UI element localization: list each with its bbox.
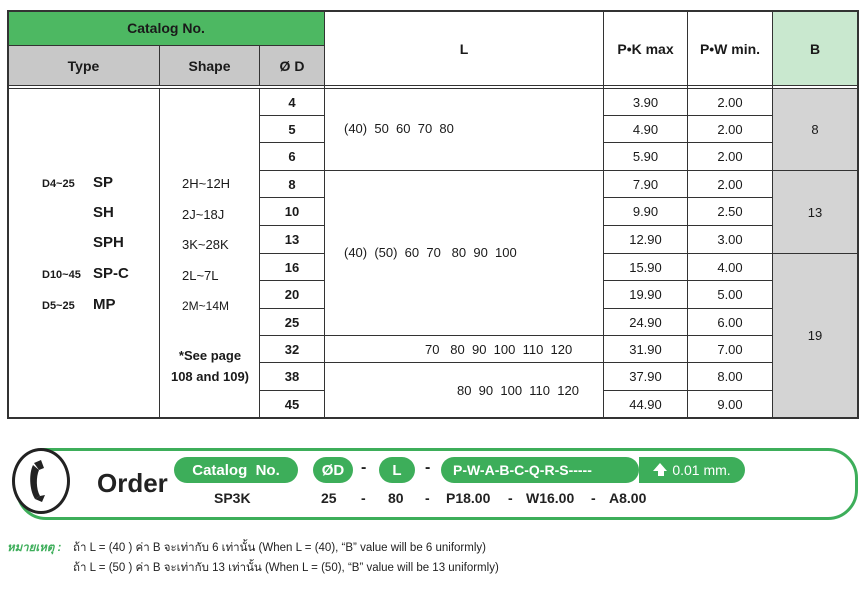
pk-cell: 9.90 [632, 204, 659, 219]
example-a: A8.00 [609, 490, 647, 506]
pk-cell: 37.90 [629, 369, 662, 384]
up-arrow-stem [658, 470, 664, 476]
pw-cell: 7.00 [717, 341, 743, 357]
od-cell: 13 [284, 232, 300, 247]
type-header: Type [67, 57, 100, 74]
pwabcqrs-pill: P-W-A-B-C-Q-R-S----- [441, 457, 639, 483]
pw-cell: 4.00 [717, 259, 743, 275]
l-group-1: (40) 50 60 70 80 [344, 121, 454, 136]
l-header: L [459, 40, 469, 57]
pw-cell: 2.00 [717, 176, 743, 192]
type-row-sh [8, 203, 159, 225]
shape-value: 2H~12H [182, 176, 231, 191]
type-prefix: D5~25 [42, 300, 75, 312]
type-prefix: D4~25 [42, 178, 75, 190]
od-cell: 38 [284, 369, 300, 384]
od-cell: 16 [284, 259, 300, 275]
example-p: P18.00 [446, 490, 491, 506]
type-row-sp-c [8, 264, 159, 286]
l-group-4: 80 90 100 110 120 [457, 383, 579, 398]
shape-value: 3K~28K [182, 237, 229, 252]
example-w: W16.00 [526, 490, 575, 506]
pk-cell: 24.90 [629, 314, 662, 330]
notes-label: หมายเหตุ : [7, 542, 62, 554]
pk-max-header: P•K max [617, 40, 674, 57]
l-group-2: (40) (50) 60 70 80 90 100 [344, 245, 517, 260]
tolerance-value: 0.01 mm. [672, 462, 731, 478]
type-name: SP [93, 174, 114, 191]
type-name: SPH [93, 234, 124, 251]
pw-cell: 9.00 [717, 396, 743, 412]
od-cell: 5 [288, 121, 296, 137]
pk-cell: 4.90 [632, 121, 659, 137]
dash: - [361, 459, 367, 476]
pk-cell: 15.90 [629, 259, 662, 275]
pk-cell: 19.90 [629, 287, 662, 302]
phone-icon [12, 448, 70, 514]
pk-cell: 44.90 [629, 396, 662, 412]
b-value-1: 8 [811, 122, 819, 137]
example-l: 80 [388, 490, 404, 506]
b-value-3: 19 [807, 328, 823, 343]
l-pill: L [379, 457, 415, 483]
dash: - [361, 490, 366, 506]
od-pill: ØD [313, 457, 353, 483]
pw-cell: 6.00 [717, 314, 743, 330]
type-prefix: D10~45 [42, 269, 81, 281]
example-od: 25 [321, 490, 337, 506]
pw-cell: 3.00 [717, 232, 743, 247]
od-cell: 32 [284, 341, 300, 357]
example-catalog: SP3K [214, 490, 251, 506]
b-value-2: 13 [807, 204, 823, 220]
pw-cell: 2.00 [717, 94, 743, 110]
od-cell: 4 [288, 94, 296, 110]
pw-cell: 8.00 [717, 369, 743, 384]
shape-value: 2L~7L [182, 268, 219, 283]
tolerance-pill [639, 457, 745, 483]
pw-cell: 5.00 [717, 287, 743, 302]
note-line-2: ถ้า L = (50 ) ค่า B จะเท่ากับ 13 เท่านั้น (When L = (50), “B” value will be 13 uniformly) [73, 562, 499, 574]
shape-value: 2M~14M [182, 299, 230, 313]
pk-cell: 5.90 [632, 149, 659, 164]
type-name: SP-C [93, 265, 129, 282]
type-row-sph [8, 233, 159, 255]
pk-cell: 31.90 [629, 341, 662, 357]
shape-header: Shape [188, 57, 231, 74]
dash: - [425, 459, 431, 476]
pk-cell: 3.90 [632, 94, 659, 110]
type-name: SH [93, 204, 114, 221]
od-header: Ø D [279, 57, 305, 74]
pk-cell: 12.90 [629, 232, 662, 247]
pk-cell: 7.90 [632, 176, 659, 192]
pw-cell: 2.50 [717, 204, 743, 219]
catalog-no-pill: Catalog No. [174, 457, 298, 483]
od-cell: 45 [284, 396, 300, 412]
od-cell: 10 [284, 204, 300, 219]
dash: - [591, 490, 596, 506]
b-header: B [809, 40, 821, 57]
type-row-mp [8, 295, 159, 317]
dash: - [508, 490, 513, 506]
od-cell: 8 [288, 176, 296, 192]
od-cell: 25 [284, 314, 300, 330]
catalog-no-header: Catalog No. [127, 20, 205, 36]
order-title: Order [97, 468, 168, 498]
pw-cell: 2.00 [717, 149, 743, 164]
dash: - [425, 490, 430, 506]
type-name: MP [93, 296, 116, 313]
shape-value: 2J~18J [182, 207, 225, 222]
pw-min-header: P•W min. [699, 40, 761, 57]
note-line-1: ถ้า L = (40 ) ค่า B จะเท่ากับ 6 เท่านั้น (When L = (40), “B” value will be 6 uniformly) [73, 542, 486, 554]
type-row-sp [8, 173, 159, 195]
od-cell: 6 [288, 149, 296, 164]
l-group-3: 70 80 90 100 110 120 [425, 342, 573, 357]
see-page-note: *See page 108 and 109) [170, 348, 250, 384]
od-cell: 20 [284, 287, 300, 302]
pw-cell: 2.00 [717, 121, 743, 137]
